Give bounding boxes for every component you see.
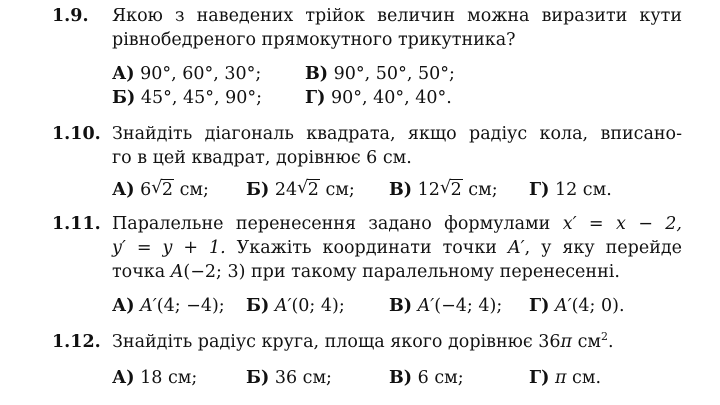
- answer-option-a: [112, 294, 225, 319]
- problem-text-line: [112, 236, 682, 261]
- problem-number: 1.9.: [52, 6, 89, 26]
- pi-symbol: π: [560, 332, 573, 352]
- option-label: Г): [529, 368, 550, 388]
- option-unit: см;: [325, 180, 355, 200]
- problem-number: 1.12.: [52, 332, 101, 352]
- radicand: 2: [307, 180, 319, 200]
- answer-option-g: [305, 86, 452, 111]
- option-text: 6 см;: [417, 368, 464, 388]
- answer-option-g: [529, 366, 601, 391]
- problem-text-line: Якою з наведених трійок величин можна виразити кути: [112, 6, 682, 26]
- problem-text-line: [112, 330, 682, 355]
- option-label: В): [389, 180, 413, 200]
- exponent: 2: [601, 330, 608, 343]
- option-coefficient: 24: [274, 180, 298, 200]
- option-coefficient: 12: [417, 180, 440, 200]
- text-segment: Укажіть координати точки: [225, 238, 508, 258]
- radicand: 2: [450, 180, 462, 200]
- answer-option-b: [246, 366, 332, 391]
- option-label: Г): [529, 180, 550, 200]
- radical-sign-icon: √: [297, 178, 309, 198]
- formula-y: y′ = y + 1.: [112, 238, 226, 258]
- option-label: Б): [246, 368, 270, 388]
- option-label: А): [112, 296, 135, 316]
- square-root: [297, 178, 320, 203]
- answer-option-v: [305, 62, 455, 87]
- answer-option-g: [529, 294, 625, 319]
- point-label: A′: [554, 296, 572, 316]
- point-label: A′: [140, 296, 157, 316]
- option-label: В): [389, 368, 413, 388]
- option-label: А): [112, 368, 135, 388]
- formula-x: x′ = x − 2,: [562, 214, 682, 234]
- option-label: В): [305, 64, 329, 84]
- option-text: 45°, 45°, 90°;: [140, 88, 263, 108]
- text-segment: (−2; 3) при такому паралельному перенесенні.: [183, 262, 620, 282]
- option-text: (−4; 4);: [434, 296, 503, 316]
- option-text: см.: [566, 368, 602, 388]
- answer-option-b: [246, 294, 345, 319]
- radicand: 2: [161, 180, 174, 200]
- answer-option-v: [389, 178, 498, 203]
- option-label: А): [112, 64, 135, 84]
- problem-text-line: Знайдіть діагональ квадрата, якщо радіус кола, вписано-: [112, 124, 682, 144]
- option-text: (0; 4);: [291, 296, 345, 316]
- text-segment: .: [608, 332, 614, 352]
- option-label: Б): [112, 88, 136, 108]
- option-text: 36 см;: [274, 368, 332, 388]
- option-label: В): [389, 296, 413, 316]
- option-label: Г): [529, 296, 550, 316]
- option-text: 90°, 60°, 30°;: [140, 64, 262, 84]
- answer-option-b: [246, 178, 355, 203]
- answer-option-a: [112, 62, 261, 87]
- square-root: [440, 178, 463, 203]
- point-label: A′: [274, 296, 292, 316]
- radical-sign-icon: √: [151, 178, 163, 198]
- text-segment: Знайдіть радіус круга, площа якого дорівнює 36: [112, 332, 561, 352]
- option-text: (4; 0).: [571, 296, 625, 316]
- option-unit: см;: [179, 180, 209, 200]
- problem-text-line: рівнобедреного прямокутного трикутника?: [112, 30, 516, 50]
- option-coefficient: 6: [140, 180, 152, 200]
- answer-option-a: [112, 366, 197, 391]
- answer-option-v: [389, 366, 464, 391]
- point-label: A: [170, 262, 184, 282]
- answer-option-b: [112, 86, 262, 111]
- point-label: A′: [507, 238, 525, 258]
- radical-sign-icon: √: [439, 178, 452, 198]
- problem-text-line: [112, 212, 682, 237]
- option-text: 90°, 40°, 40°.: [330, 88, 452, 108]
- text-segment: , у яку перейде: [524, 238, 682, 258]
- answer-option-g: [529, 178, 612, 203]
- option-label: Г): [305, 88, 326, 108]
- problem-text-line: [112, 260, 682, 285]
- answer-option-a: [112, 178, 209, 203]
- option-unit: см;: [468, 180, 498, 200]
- text-segment: точка: [112, 262, 171, 282]
- option-label: А): [112, 180, 135, 200]
- answer-option-v: [389, 294, 502, 319]
- pi-symbol: π: [554, 368, 567, 388]
- text-segment: Паралельне перенесення задано формулами: [112, 214, 563, 234]
- option-label: Б): [246, 180, 270, 200]
- problem-number: 1.10.: [52, 124, 101, 144]
- option-text: 18 см;: [140, 368, 198, 388]
- problem-text-line: го в цей квадрат, дорівнює 6 см.: [112, 148, 412, 168]
- option-text: 90°, 50°, 50°;: [333, 64, 455, 84]
- option-text: (4; −4);: [156, 296, 225, 316]
- option-label: Б): [246, 296, 270, 316]
- option-text: 12 см.: [554, 180, 612, 200]
- point-label: A′: [417, 296, 435, 316]
- unit-text: см: [572, 332, 601, 352]
- problem-number: 1.11.: [52, 214, 101, 234]
- square-root: [151, 178, 174, 203]
